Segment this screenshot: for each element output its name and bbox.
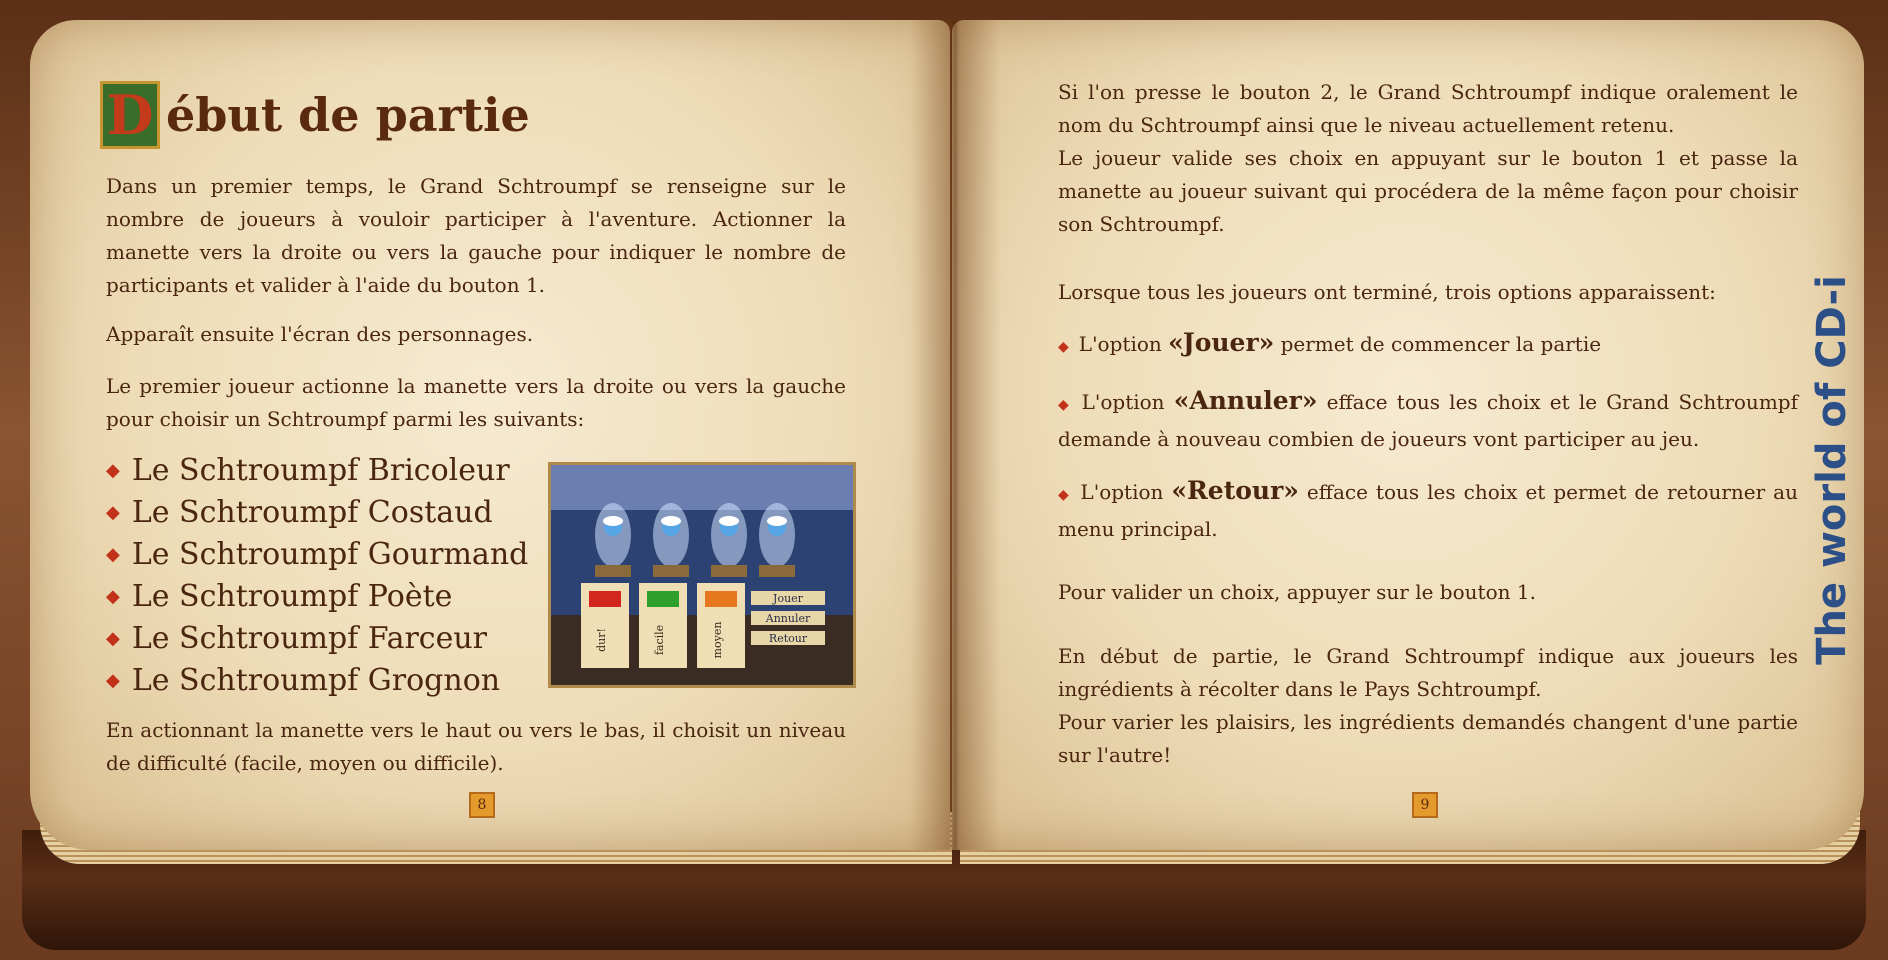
diamond-bullet-icon: ◆ (1058, 397, 1072, 413)
right-paragraph-3: Lorsque tous les joueurs ont terminé, trois options apparaissent: (1058, 280, 1716, 304)
diamond-bullet-icon: ◆ (106, 628, 120, 649)
list-item-label: Le Schtroumpf Grognon (131, 663, 501, 698)
left-paragraph-2: Apparaît ensuite l'écran des personnages. (106, 322, 534, 346)
watermark: The world of CD-i (1809, 275, 1855, 665)
right-paragraph-4: Pour valider un choix, appuyer sur le bouton 1. (1058, 580, 1536, 604)
left-paragraph-3: Le premier joueur actionne la manette vers la droite ou vers la gauche pour choisir un Schtroumpf parmi les suivants: (106, 374, 846, 431)
diamond-bullet-icon: ◆ (1058, 487, 1071, 503)
list-item (106, 660, 528, 702)
right-paragraph-1: Si l'on presse le bouton 2, le Grand Schtroumpf indique oralement le nom du Schtroumpf ainsi que le niveau actuellement retenu. (1058, 80, 1798, 137)
diamond-bullet-icon: ◆ (106, 544, 120, 565)
list-item-label: Le Schtroumpf Bricoleur (131, 453, 510, 488)
title-text: ébut de partie (166, 88, 530, 142)
book-gutter (910, 20, 1000, 850)
list-item (106, 618, 528, 660)
list-item-label: Le Schtroumpf Gourmand (131, 537, 529, 572)
page-title (100, 80, 530, 150)
list-item (106, 534, 528, 576)
option-keyword: «Annuler» (1173, 386, 1318, 415)
page-number-left: 8 (469, 792, 495, 818)
option-cancel: ◆ L'option «Annuler» efface tous les choix et le Grand Schtroumpf demande à nouveau combien de joueurs vont participer au jeu. (1058, 386, 1798, 451)
difficulty-label-hard: dur! (595, 628, 608, 652)
game-screenshot (548, 462, 856, 688)
diamond-bullet-icon: ◆ (1058, 339, 1069, 355)
list-item-label: Le Schtroumpf Farceur (131, 621, 488, 656)
list-item (106, 492, 528, 534)
diamond-bullet-icon: ◆ (106, 586, 120, 607)
right-paragraph-2: Le joueur valide ses choix en appuyant sur le bouton 1 et passe la manette au joueur suivant qui procédera de la même façon pour choisir son Schtroumpf. (1058, 146, 1798, 236)
menu-item-cancel: Annuler (765, 612, 811, 625)
left-paragraph-1: Dans un premier temps, le Grand Schtroumpf se renseigne sur le nombre de joueurs à vouloir participer à l'aventure. Actionner la manette vers la droite ou vers la gauche pour indiquer le nombre de participants et valider à l'aide du bouton 1. (106, 174, 846, 297)
smurf-list (106, 450, 528, 702)
option-keyword: «Retour» (1171, 476, 1299, 505)
list-item-label: Le Schtroumpf Poète (131, 579, 453, 614)
menu-item-back: Retour (768, 632, 808, 645)
right-paragraph-6: Pour varier les plaisirs, les ingrédients demandés changent d'une partie sur l'autre! (1058, 710, 1798, 767)
list-item (106, 576, 528, 618)
game-screenshot-illustration (551, 465, 853, 685)
option-play: ◆ L'option «Jouer» permet de commencer la partie (1058, 328, 1602, 357)
menu-item-play: Jouer (773, 592, 803, 605)
page-number-right: 9 (1412, 792, 1438, 818)
list-item (106, 450, 528, 492)
list-item-label: Le Schtroumpf Costaud (131, 495, 493, 530)
difficulty-label-easy: facile (653, 624, 666, 656)
diamond-bullet-icon: ◆ (106, 670, 120, 691)
right-paragraph-5: En début de partie, le Grand Schtroumpf indique aux joueurs les ingrédients à récolter dans le Pays Schtroumpf. (1058, 644, 1798, 701)
difficulty-label-medium: moyen (711, 621, 724, 659)
option-back: ◆ L'option «Retour» efface tous les choix et permet de retourner au menu principal. (1058, 476, 1798, 541)
diamond-bullet-icon: ◆ (106, 460, 120, 481)
title-dropcap: D (100, 81, 160, 149)
left-paragraph-4: En actionnant la manette vers le haut ou vers le bas, il choisit un niveau de difficulté (facile, moyen ou difficile). (106, 718, 846, 775)
diamond-bullet-icon: ◆ (106, 502, 120, 523)
option-keyword: «Jouer» (1168, 328, 1275, 357)
